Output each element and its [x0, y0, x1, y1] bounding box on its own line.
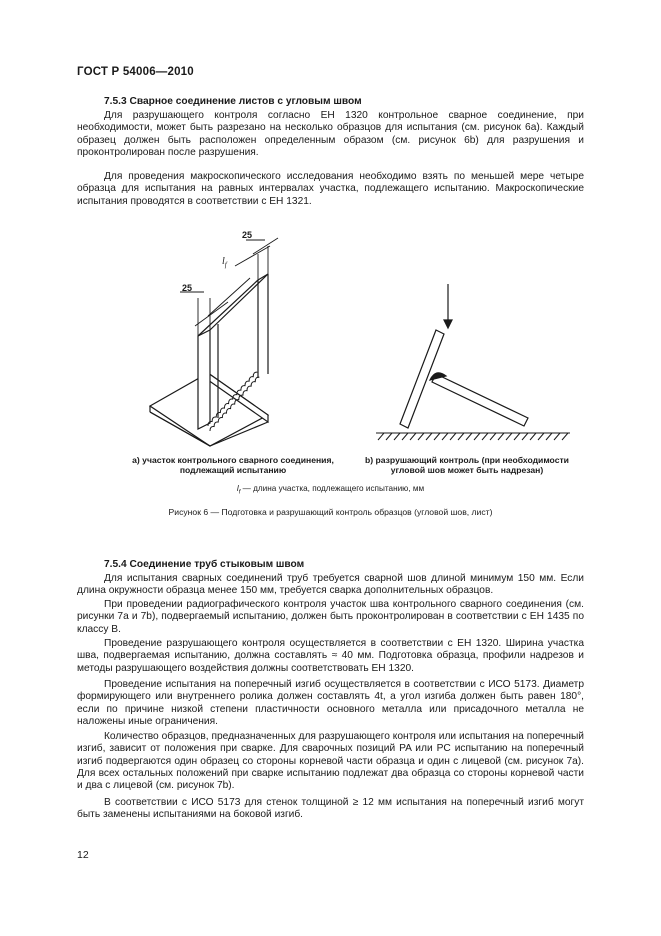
- lf-symbol: l: [222, 256, 225, 267]
- document-header: ГОСТ Р 54006—2010: [77, 66, 194, 78]
- load-arrow: [444, 284, 452, 328]
- s754-paragraph-5: [77, 731, 584, 792]
- caption-b-line-1: b) разрушающий контроль (при необходимости: [365, 455, 569, 465]
- section-7-5-3-title: 7.5.3 Сварное соединение листов с угловым швом: [104, 96, 362, 107]
- s754-paragraph-6: [77, 797, 584, 822]
- s754-paragraph-2: [77, 599, 584, 636]
- lf-subscript: f: [224, 261, 227, 269]
- s753-paragraph-1: [77, 110, 584, 159]
- legend-subscript: f: [238, 489, 241, 496]
- caption-a-line-2: подлежащий испытанию: [179, 465, 287, 475]
- s754-paragraph-3: [77, 638, 584, 675]
- caption-b-line-2: угловой шов может быть надрезан): [390, 465, 544, 475]
- s754-paragraph-1: [77, 573, 584, 598]
- caption-a-line-1: а) участок контрольного сварного соединения,: [132, 455, 334, 465]
- s754-p1-text: Для испытания сварных соединений труб требуется сварной шов длиной минимум 150 мм. Если длина окружности образца менее 150 мм, требуется сварка дополнительных образцов.: [77, 573, 584, 597]
- s754-paragraph-4: [77, 679, 584, 728]
- s753-p1-text: Для разрушающего контроля согласно ЕН 1320 контрольное сварное соединение, при необходимости, может быть разрезано на несколько образцов для испытания (см. рисунок 6а). Каждый образец должен быть расположен определенным образом (см. рисунок 6b) для разрушения и проконтролирован после разрушения.: [77, 110, 584, 158]
- figure-6-drawing: [140, 228, 580, 448]
- ground-hatch: [376, 433, 570, 440]
- section-7-5-4-title: 7.5.4 Соединение труб стыковым швом: [104, 559, 305, 570]
- base-specimen: [432, 374, 528, 426]
- s754-p4-text: Проведение испытания на поперечный изгиб осуществляется в соответствии с ИСО 5173. Диаметр формирующего или внутреннего ролика должен составлять 4t, а угол изгиба должен быть равен 180°, если по причине низкой степени пластичности основного металла или присадочного металла не наложены иные ограничения.: [77, 679, 584, 727]
- page-number: 12: [77, 849, 89, 861]
- dimension-left-label: 25: [182, 283, 193, 293]
- dimension-lines: [180, 238, 278, 336]
- s754-p2-text: При проведении радиографического контроля участок шва контрольного сварного соединения (см. рисунки 7а и 7b), подвергаемый испытанию, должен быть проконтролирован в соответствии с ЕН 1435 по классу В.: [77, 599, 584, 635]
- legend-text: — длина участка, подлежащего испытанию, мм: [240, 484, 425, 493]
- legend-symbol: l: [236, 484, 239, 493]
- figure-legend: [0, 484, 661, 496]
- s754-p5-text: Количество образцов, предназначенных для разрушающего контроля или испытания на поперечный изгиб, зависит от положения при сварке. Для сварочных позиций PA или PC испытанию на поперечный изгиб подвергаются один образец со стороны корневой части образца и один с лицевой (см. рисунок 7а). Для всех остальных положений при сварке испытанию подлежат два образца со стороны корневой части и два с лицевой (см. рисунок 7b).: [77, 731, 584, 792]
- s754-p6-text: В соответствии с ИСО 5173 для стенок толщиной ≥ 12 мм испытания на поперечный изгиб могут быть заменены испытаниями на боковой изгиб.: [77, 797, 584, 821]
- caption-b: [352, 455, 582, 475]
- caption-a: [118, 455, 348, 475]
- s754-p3-text: Проведение разрушающего контроля осуществляется в соответствии с ЕН 1320. Ширина участка шва, подвергаемая испытанию, должна составлять ≈ 40 мм. Подготовка образца, профили надрезов и методы разрушающего воздействия должны соответствовать ЕН 1320.: [77, 638, 584, 674]
- dimension-top-label: 25: [242, 230, 253, 240]
- s753-paragraph-2: [77, 171, 584, 208]
- lf-label: [222, 256, 228, 269]
- s753-p2-text: Для проведения макроскопического исследования необходимо взять по меньшей мере четыре образца для испытания на равных интервалах участка, подлежащего испытанию. Макроскопические испытания проводятся в соответствии с ЕН 1321.: [77, 171, 584, 207]
- figure-title: Рисунок 6 — Подготовка и разрушающий контроль образцов (угловой шов, лист): [168, 507, 493, 517]
